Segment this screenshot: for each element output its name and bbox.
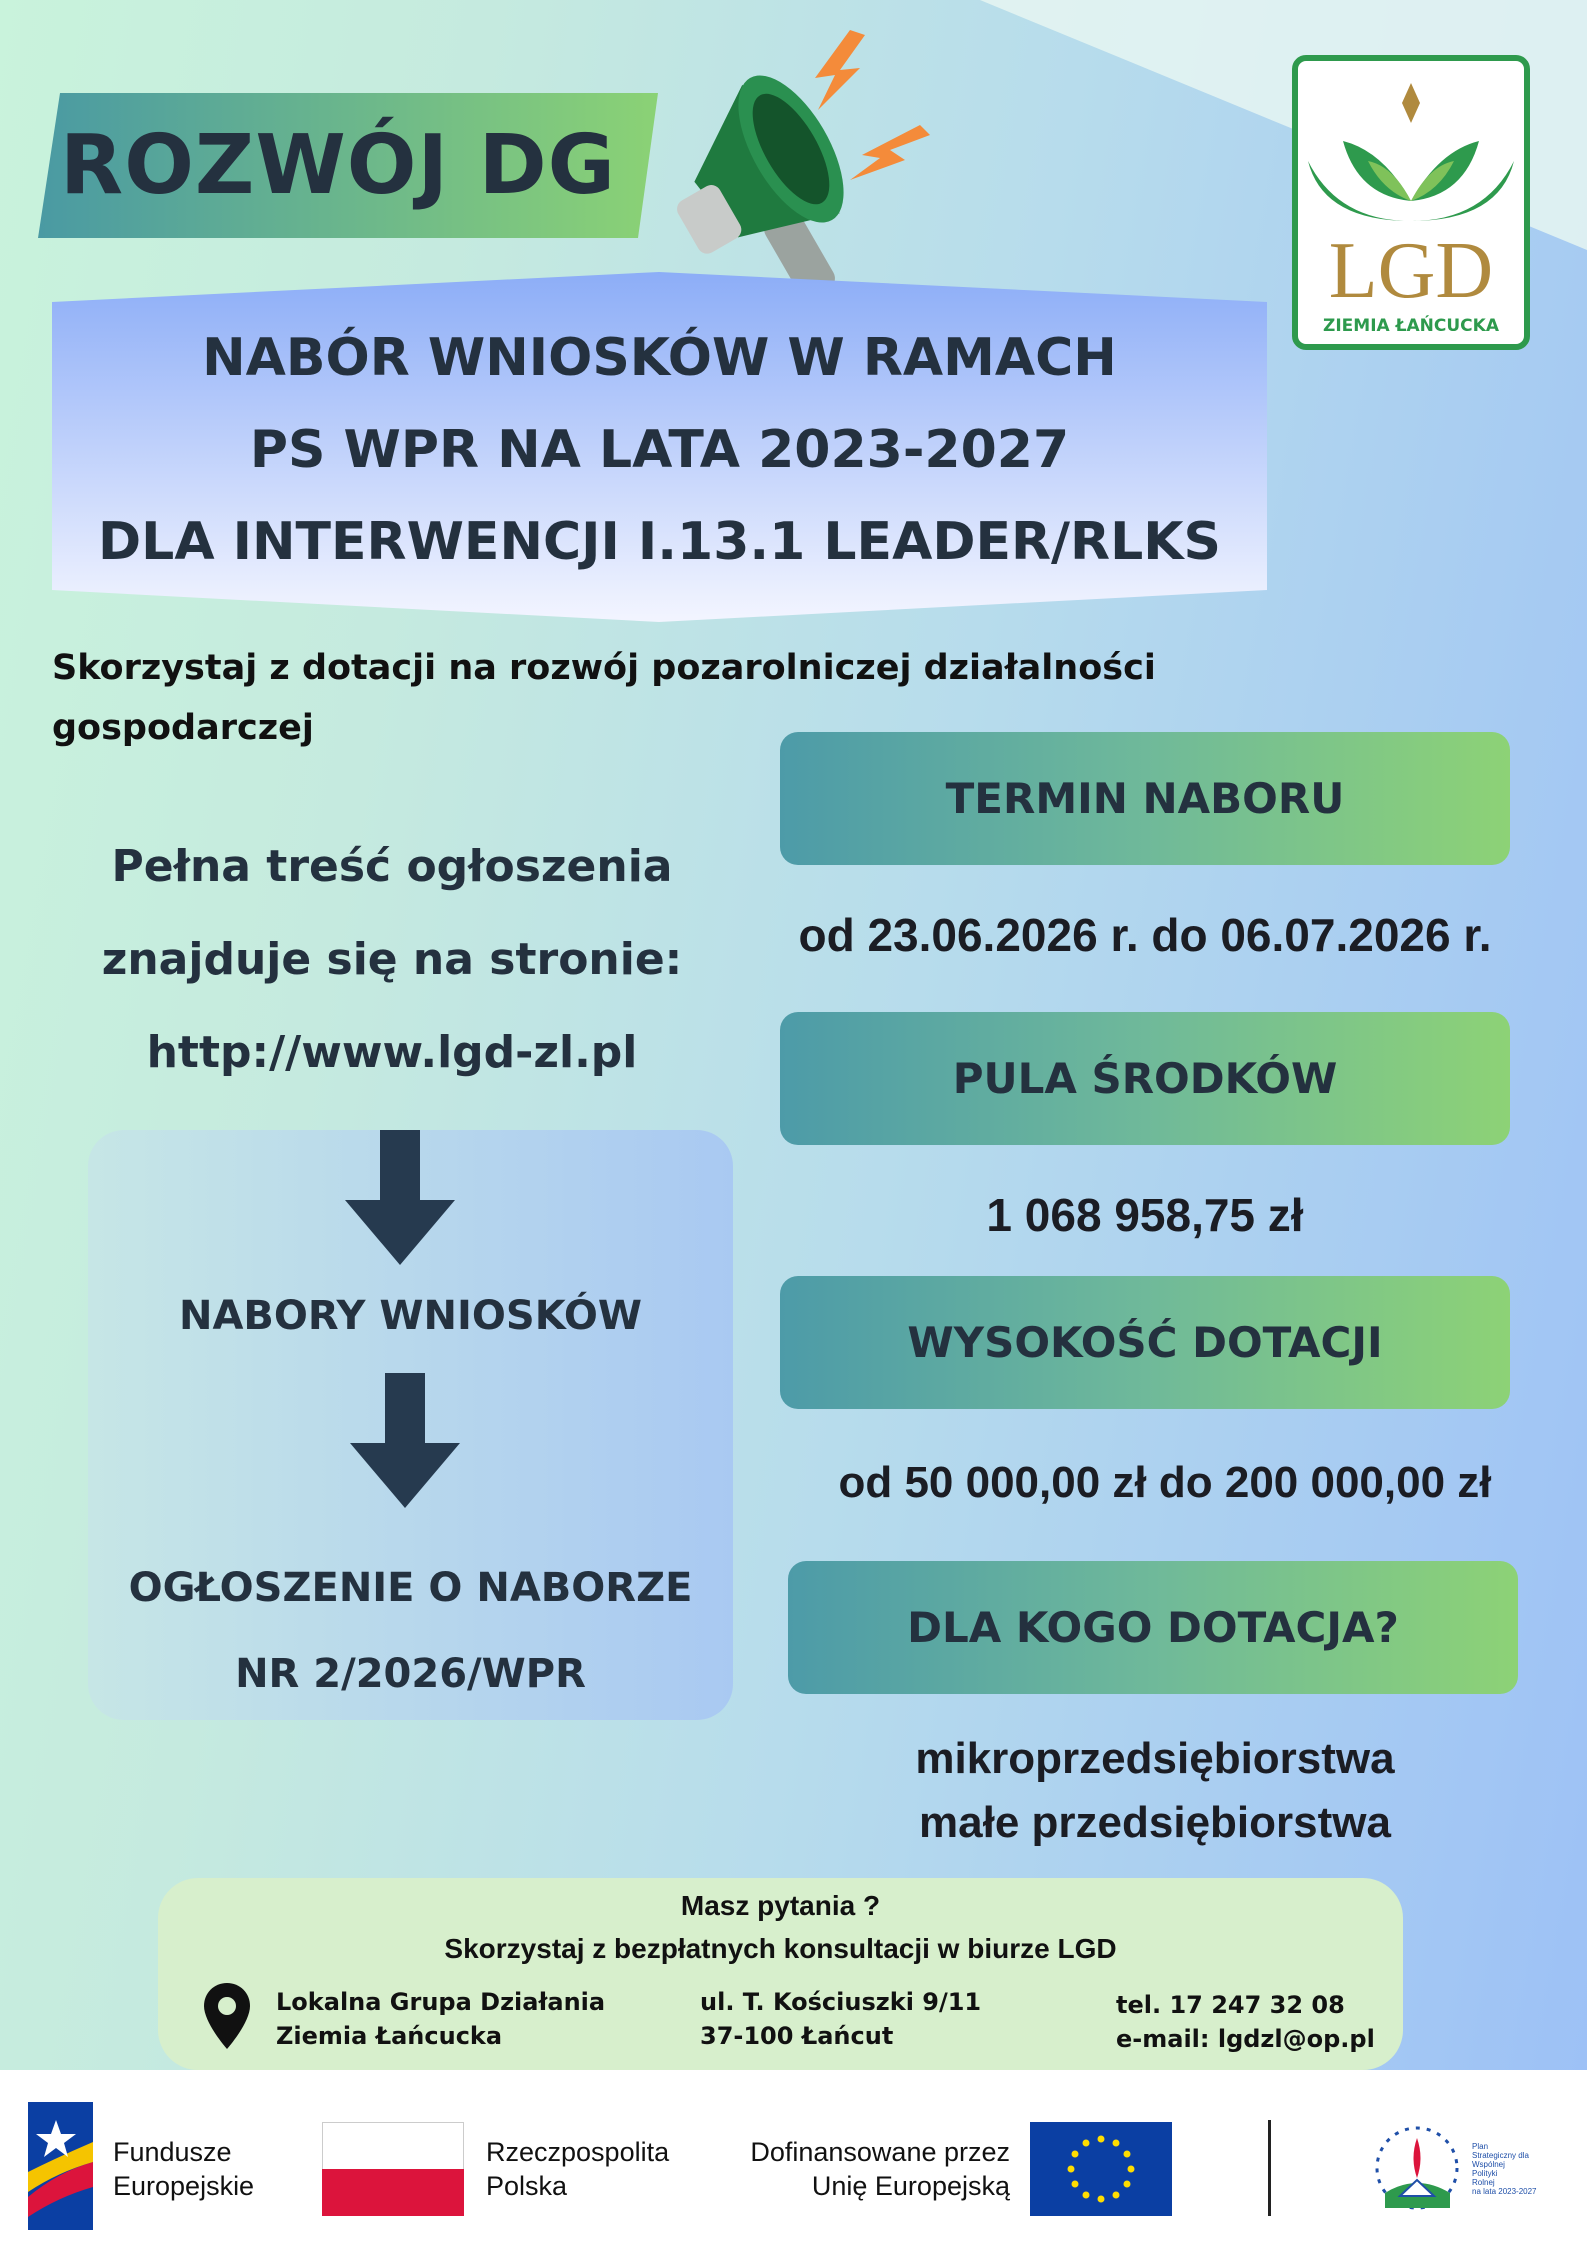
who-value-2: małe przedsiębiorstwa — [919, 1798, 1391, 1847]
announcement-line-2: znajduje się na stronie: — [101, 934, 683, 985]
contact-box — [158, 1878, 1403, 2070]
amount-value: od 50 000,00 zł do 200 000,00 zł — [838, 1458, 1492, 1507]
announcement-link[interactable]: http://www.lgd-zl.pl — [146, 1027, 638, 1078]
amount-label-box — [780, 1276, 1510, 1409]
ps-wpr-text — [1472, 2142, 1537, 2196]
rp-line-2: Polska — [486, 2171, 568, 2201]
title-line-1: NABÓR WNIOSKÓW W RAMACH — [202, 328, 1117, 388]
main-title — [52, 312, 1267, 588]
who-label-box — [788, 1561, 1518, 1694]
who-value-1: mikroprzedsiębiorstwa — [915, 1734, 1395, 1783]
rp-line-1: Rzeczpospolita — [486, 2137, 670, 2167]
ps-wpr-logo-icon — [1370, 2118, 1465, 2218]
term-label-box — [780, 732, 1510, 865]
logo-main-text: LGD — [1328, 227, 1494, 315]
pool-label: PULA ŚRODKÓW — [952, 1054, 1338, 1103]
fe-line-1: Fundusze — [113, 2137, 232, 2167]
eu-star — [1083, 2192, 1090, 2199]
plant-icon — [1298, 71, 1524, 221]
eu-star — [1113, 2140, 1120, 2147]
fe-text — [113, 2135, 254, 2203]
badge-title: ROZWÓJ DG — [60, 118, 616, 213]
ps-line-3: Wspólnej — [1472, 2160, 1505, 2169]
ps-line-6: na lata 2023-2027 — [1472, 2187, 1537, 2196]
eu-line-1: Dofinansowane przez — [750, 2137, 1010, 2167]
eu-star — [1072, 2151, 1079, 2158]
term-label: TERMIN NABORU — [945, 774, 1345, 823]
eu-star — [1128, 2166, 1135, 2173]
contact-consult: Skorzystaj z bezpłatnych konsultacji w biurze LGD — [444, 1933, 1117, 1964]
amount-label: WYSOKOŚĆ DOTACJI — [907, 1318, 1383, 1367]
contact-address-line-1: ul. T. Kościuszki 9/11 — [700, 1988, 982, 2016]
fe-line-2: Europejskie — [113, 2171, 255, 2201]
step-2-line-2: NR 2/2026/WPR — [235, 1651, 586, 1697]
step-2-line-1: OGŁOSZENIE O NABORZE — [128, 1565, 693, 1611]
eu-text — [700, 2135, 1010, 2203]
eu-star — [1072, 2181, 1079, 2188]
step-1-label: NABORY WNIOSKÓW — [178, 1293, 643, 1339]
polish-flag-icon — [322, 2122, 464, 2216]
announcement-line-1: Pełna treść ogłoszenia — [111, 841, 673, 892]
eu-star — [1113, 2192, 1120, 2199]
ps-line-4: Polityki — [1472, 2169, 1498, 2178]
ps-line-5: Rolnej — [1472, 2178, 1495, 2187]
lgd-logo — [1292, 55, 1530, 350]
eu-star — [1098, 2196, 1105, 2203]
contact-org-line-1: Lokalna Grupa Działania — [276, 1988, 606, 2016]
arrow-down-icon — [345, 1373, 465, 1508]
location-pin-icon — [204, 1983, 250, 2049]
megaphone-icon — [650, 20, 940, 310]
ps-line-2: Strategiczny dla — [1472, 2151, 1529, 2160]
contact-channels — [1116, 1988, 1375, 2056]
contact-address — [700, 1985, 981, 2053]
contact-phone[interactable]: tel. 17 247 32 08 — [1116, 1991, 1345, 2019]
fundusze-europejskie-logo-icon — [28, 2102, 93, 2230]
eu-star — [1124, 2151, 1131, 2158]
term-value: od 23.06.2026 r. do 06.07.2026 r. — [798, 909, 1492, 961]
intro-text: Skorzystaj z dotacji na rozwój pozarolniczej działalności gospodarczej — [52, 648, 1156, 748]
eu-star — [1098, 2136, 1105, 2143]
contact-address-line-2: 37-100 Łańcut — [700, 2022, 894, 2050]
eu-star — [1124, 2181, 1131, 2188]
eu-flag-icon — [1030, 2122, 1172, 2216]
step-2-label — [88, 1545, 733, 1717]
arrow-down-icon — [340, 1130, 460, 1265]
eu-line-2: Unię Europejską — [811, 2171, 1010, 2201]
title-line-3: DLA INTERWENCJI I.13.1 LEADER/RLKS — [98, 512, 1221, 572]
logo-sub-text: ZIEMIA ŁAŃCUCKA — [1323, 316, 1499, 336]
eu-star — [1068, 2166, 1075, 2173]
badge-banner — [38, 88, 658, 243]
title-line-2: PS WPR NA LATA 2023-2027 — [249, 420, 1070, 480]
announcement-text — [52, 820, 732, 1099]
who-label: DLA KOGO DOTACJA? — [907, 1603, 1399, 1652]
pool-label-box — [780, 1012, 1510, 1145]
who-values — [780, 1727, 1530, 1855]
contact-org-line-2: Ziemia Łańcucka — [276, 2022, 503, 2050]
pool-value: 1 068 958,75 zł — [986, 1189, 1304, 1241]
rp-text — [486, 2135, 669, 2203]
contact-question: Masz pytania ? — [680, 1890, 881, 1921]
footer-divider — [1268, 2120, 1271, 2216]
contact-org — [276, 1985, 605, 2053]
eu-star — [1083, 2140, 1090, 2147]
contact-email[interactable]: e-mail: lgdzl@op.pl — [1116, 2025, 1375, 2053]
ps-line-1: Plan — [1472, 2142, 1489, 2151]
